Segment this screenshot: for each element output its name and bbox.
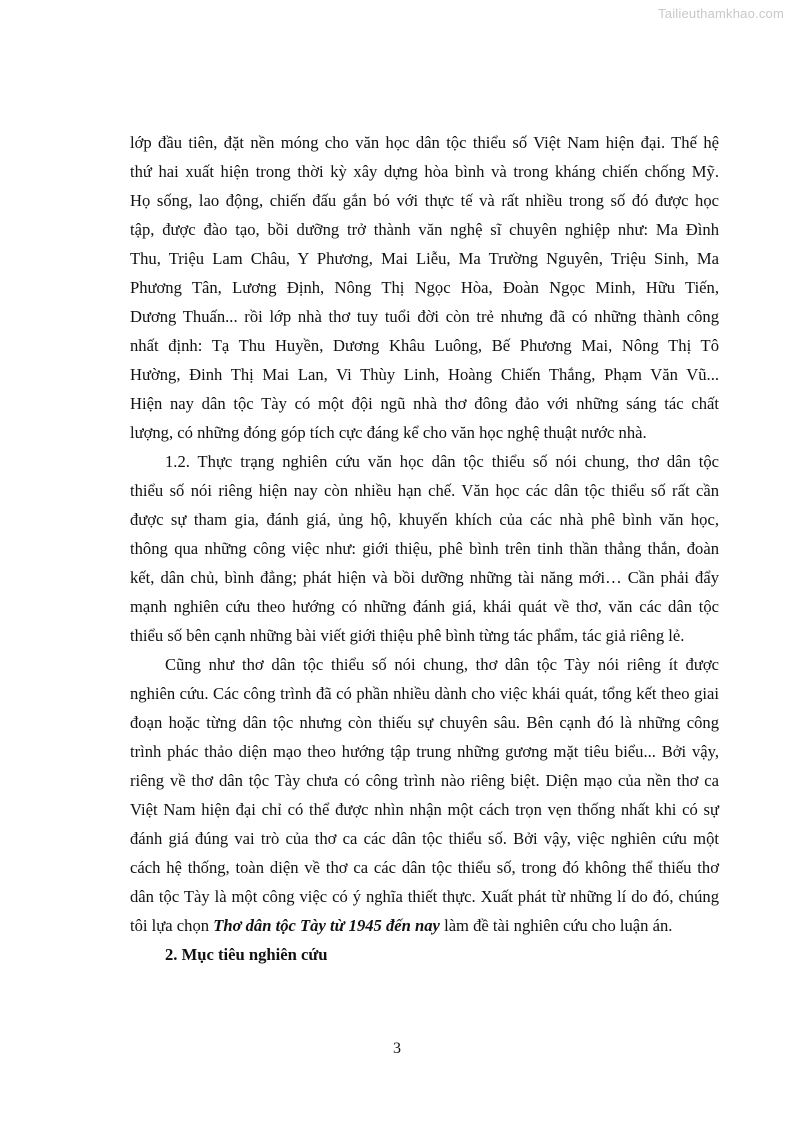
text-line: đoạn hoặc từng dân tộc nhưng còn thiếu sự chuyên sâu. Bên cạnh đó là những công [130, 713, 719, 732]
paragraph-3 [130, 650, 719, 940]
text-line: Cũng như thơ dân tộc thiểu số nói chung, thơ dân tộc Tày nói riêng ít được [165, 655, 719, 674]
text-line: đánh giá đúng vai trò của thơ ca các dân tộc thiểu số. Bởi vậy, việc nghiên cứu một [130, 829, 719, 848]
text-line: lớp đầu tiên, đặt nền móng cho văn học dân tộc thiểu số Việt Nam hiện đại. Thế hệ [130, 133, 719, 152]
section-heading: 2. Mục tiêu nghiên cứu [165, 945, 328, 964]
text-line: lượng, có những đóng góp tích cực đáng kể cho văn học nghệ thuật nước nhà. [130, 423, 647, 442]
text-line: Thu, Triệu Lam Châu, Y Phương, Mai Liễu, Ma Trường Nguyên, Triệu Sinh, Ma [130, 249, 719, 268]
text-line: thiểu số bên cạnh những bài viết giới thiệu phê bình từng tác phẩm, tác giả riêng lẻ. [130, 626, 685, 645]
thesis-title: Thơ dân tộc Tày từ 1945 đến nay [213, 916, 440, 935]
document-body [130, 128, 719, 969]
text-after-title: làm đề tài nghiên cứu cho luận án. [439, 916, 673, 935]
watermark: Tailieuthamkhao.com [658, 6, 784, 21]
text-line: mạnh nghiên cứu theo hướng có những đánh giá, khái quát về thơ, văn các dân tộc [130, 597, 719, 616]
text-line: nghiên cứu. Các công trình đã có phần nhiều dành cho việc khái quát, tổng kết theo giai [130, 684, 719, 703]
text-line: Hiện nay dân tộc Tày có một đội ngũ nhà thơ đông đảo với những sáng tác chất [130, 394, 719, 413]
text-line: được sự tham gia, đánh giá, ủng hộ, khuyến khích của các nhà phê bình văn học, [130, 510, 719, 529]
text-line-with-title [130, 911, 719, 940]
text-line: thứ hai xuất hiện trong thời kỳ xây dựng hòa bình và trong kháng chiến chống Mỹ. [130, 162, 719, 181]
text-line: trình phác thảo diện mạo theo hướng tập trung những gương mặt tiêu biểu... Bởi vậy, [130, 742, 719, 761]
text-line: dân tộc Tày là một công việc có ý nghĩa thiết thực. Xuất phát từ những lí do đó, chúng [130, 887, 719, 906]
text-line: cách hệ thống, toàn diện về thơ ca các dân tộc thiểu số, trong đó không thể thiếu thơ [130, 858, 719, 877]
text-line: Hường, Đinh Thị Mai Lan, Vi Thùy Linh, Hoàng Chiến Thắng, Phạm Văn Vũ... [130, 365, 719, 384]
text-line: nhất định: Tạ Thu Huyền, Dương Khâu Luông, Bế Phương Mai, Nông Thị Tô [130, 336, 719, 355]
page-number: 3 [393, 1040, 401, 1057]
text-line: Việt Nam hiện đại chỉ có thể được nhìn nhận một cách trọn vẹn thống nhất khi có sự [130, 800, 719, 819]
text-line: thông qua những công việc như: giới thiệu, phê bình trên tinh thần thẳng thắn, đoàn [130, 539, 719, 558]
text-line: kết, dân chủ, bình đẳng; phát hiện và bồi dưỡng những tài năng mới… Cần phải đẩy [130, 568, 719, 587]
text-before-title: tôi lựa chọn [130, 916, 214, 935]
text-line: 1.2. Thực trạng nghiên cứu văn học dân tộc thiểu số nói chung, thơ dân tộc [165, 452, 719, 471]
paragraph-2 [130, 447, 719, 650]
paragraph-1 [130, 128, 719, 447]
text-line: thiểu số nói riêng hiện nay còn nhiều hạn chế. Văn học các dân tộc thiểu số rất cần [130, 481, 719, 500]
text-line: Phương Tân, Lương Định, Nông Thị Ngọc Hòa, Đoàn Ngọc Minh, Hữu Tiến, [130, 278, 719, 297]
text-line: riêng về thơ dân tộc Tày chưa có công trình nào riêng biệt. Diện mạo của nền thơ ca [130, 771, 719, 790]
text-line: Họ sống, lao động, chiến đấu gắn bó với thực tế và rất nhiều trong số đó được học [130, 191, 719, 210]
text-line: Dương Thuấn... rồi lớp nhà thơ tuy tuổi đời còn trẻ nhưng đã có những thành công [130, 307, 719, 326]
text-line: tập, được đào tạo, bồi dưỡng trở thành văn nghệ sĩ chuyên nghiệp như: Ma Đình [130, 220, 719, 239]
